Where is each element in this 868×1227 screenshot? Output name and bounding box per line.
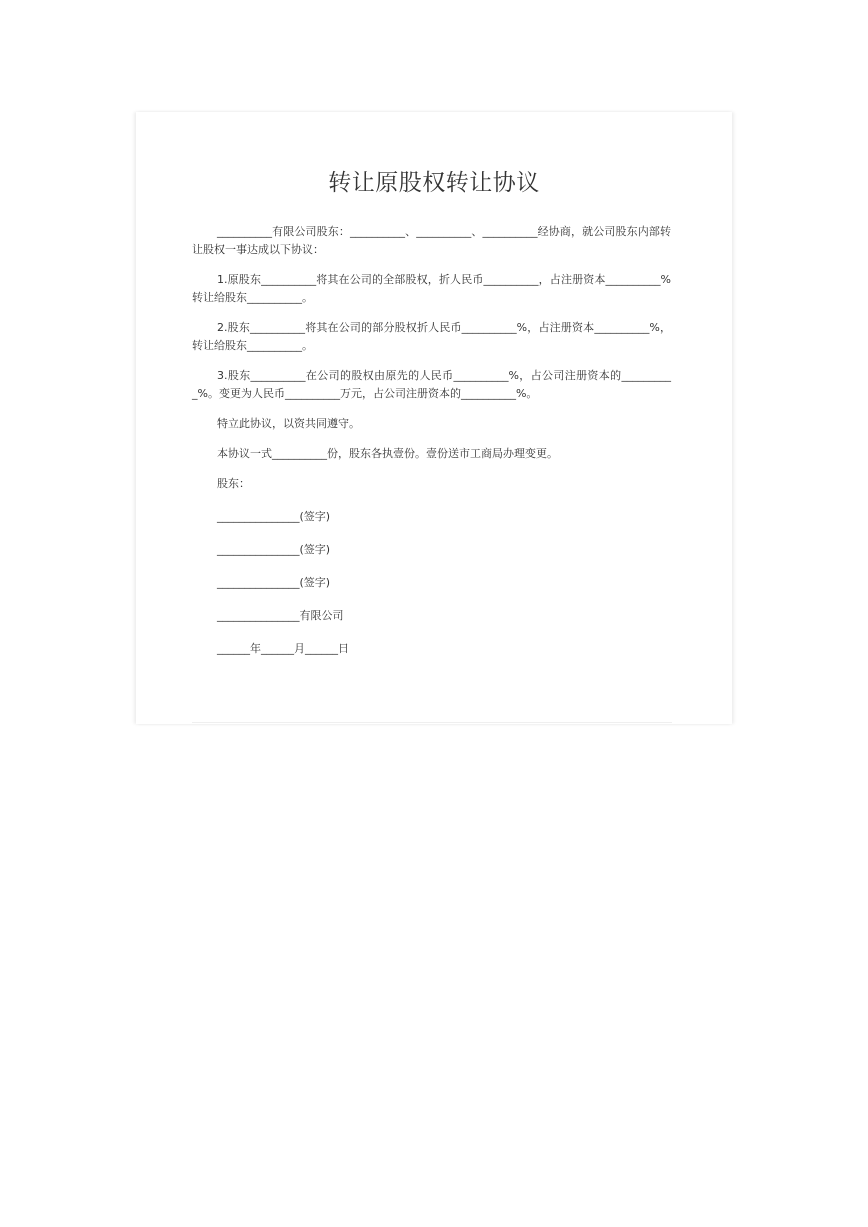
document-body <box>192 223 671 673</box>
compliance-statement: 特立此协议，以资共同遵守。 <box>217 417 360 430</box>
shareholders-label: 股东： <box>217 477 250 490</box>
clause-1: 1.原股东__________将其在公司的全部股权，折人民币__________，占注册资本__________%转让给股东__________。 <box>192 273 671 304</box>
clause-3: 3.股东__________在公司的股权由原先的人民币__________%，占公司注册资本的__________%。变更为人民币__________万元，占公司注册资本的__________%。 <box>192 369 671 400</box>
clause-2: 2.股东__________将其在公司的部分股权折人民币__________%，占注册资本__________%，转让给股东__________。 <box>192 321 671 352</box>
date-line: ______年______月______日 <box>217 642 349 655</box>
page-divider <box>192 722 672 723</box>
signature-line-2: _______________(签字) <box>217 543 331 556</box>
document-page <box>136 112 732 724</box>
signature-line-1: _______________(签字) <box>217 510 331 523</box>
document-title: 转让原股权转让协议 <box>328 170 540 196</box>
intro-paragraph: __________有限公司股东：__________、__________、__________经协商，就公司股东内部转让股权一事达成以下协议： <box>192 225 671 256</box>
signature-line-3: _______________(签字) <box>217 576 331 589</box>
copies-statement: 本协议一式__________份，股东各执壹份。壹份送市工商局办理变更。 <box>217 447 558 460</box>
company-line: _______________有限公司 <box>217 609 344 622</box>
